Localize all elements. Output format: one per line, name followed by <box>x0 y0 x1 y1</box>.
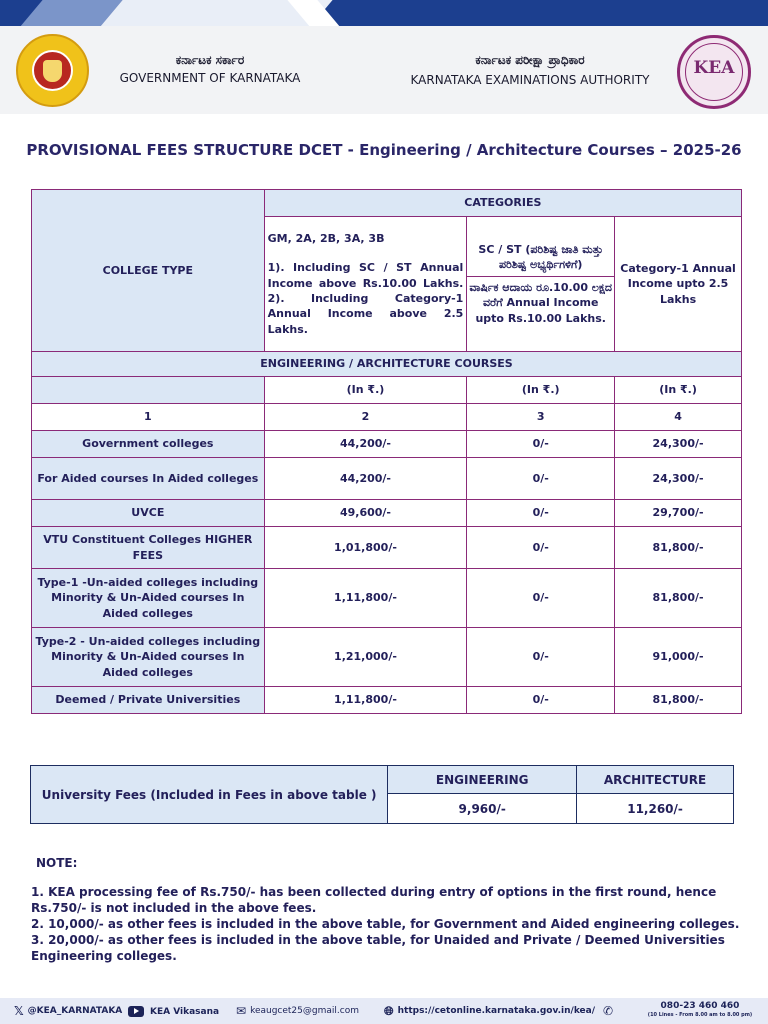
globe-icon: 🌐︎ <box>384 1004 394 1018</box>
table-row <box>32 569 742 628</box>
column-number: 2 <box>264 404 467 431</box>
website-link[interactable] <box>384 1006 595 1016</box>
x-twitter-icon: 𝕏 <box>14 1004 24 1018</box>
engineering-header: ENGINEERING <box>388 766 577 794</box>
college-type-cell: Government colleges <box>32 431 265 458</box>
category1-fee-cell: 81,800/- <box>615 527 742 569</box>
scst-fee-cell: 0/- <box>467 569 615 628</box>
karnataka-emblem-icon <box>16 34 89 107</box>
college-type-header: COLLEGE TYPE <box>32 190 265 352</box>
scst-category-title: SC / ST (ಪರಿಶಿಷ್ಟ ಜಾತಿ ಮತ್ತು ಪರಿಶಿಷ್ಟ ಅಭ್ಯರ್ಥಿಗಳಿಗೆ) <box>467 239 614 277</box>
government-name-kannada: ಕರ್ನಾಟಕ ಸರ್ಕಾರ <box>175 53 245 67</box>
gm-fee-cell: 44,200/- <box>264 431 467 458</box>
phone-number: 080-23 460 460 <box>660 1001 740 1011</box>
page-title: PROVISIONAL FEES STRUCTURE DCET - Engineering / Architecture Courses – 2025-26 <box>26 141 742 159</box>
scst-fee-cell: 0/- <box>467 687 615 714</box>
twitter-link[interactable] <box>14 1006 122 1016</box>
website-url: https://cetonline.karnataka.gov.in/kea/ <box>397 1006 596 1016</box>
note-item: 1. KEA processing fee of Rs.750/- has been collected during entry of options in the first round, hence Rs.750/- is not included in the above fees. <box>31 885 717 915</box>
college-type-cell: For Aided courses In Aided colleges <box>32 458 265 500</box>
table-row <box>32 628 742 687</box>
note-item: 2. 10,000/- as other fees is included in the above table, for Government and Aided engineering colleges. <box>31 917 740 931</box>
column-number: 3 <box>467 404 615 431</box>
mail-icon: ✉ <box>236 1004 247 1018</box>
category1-fee-cell: 81,800/- <box>615 569 742 628</box>
note-heading: NOTE: <box>36 856 78 870</box>
gm-category-column <box>264 217 467 352</box>
top-banner <box>0 0 768 26</box>
authority-name-english: KARNATAKA EXAMINATIONS AUTHORITY <box>410 73 650 87</box>
gm-category-description: 1). Including SC / ST Annual Income above Rs.10.00 Lakhs. 2). Including Category-1 Annual Income above 2.5 Lakhs. <box>267 261 464 336</box>
youtube-channel: KEA Vikasana <box>150 1006 220 1017</box>
authority-name-kannada: ಕರ್ನಾಟಕ ಪರೀಕ್ಷಾ ಪ್ರಾಧಿಕಾರ <box>475 53 585 67</box>
twitter-handle: @KEA_KARNATAKA <box>27 1006 123 1016</box>
fees-table <box>31 189 742 714</box>
architecture-header: ARCHITECTURE <box>577 766 734 794</box>
table-row <box>32 527 742 569</box>
government-name-english: GOVERNMENT OF KARNATAKA <box>119 71 301 85</box>
gm-fee-cell: 44,200/- <box>264 458 467 500</box>
email-address: keaugcet25@gmail.com <box>250 1006 359 1016</box>
gm-category-title: GM, 2A, 2B, 3A, 3B <box>267 231 385 245</box>
phone-icon: ✆ <box>603 1004 614 1018</box>
table-row <box>32 431 742 458</box>
page-footer <box>0 998 768 1024</box>
categories-header: CATEGORIES <box>264 190 741 217</box>
note-item: 3. 20,000/- as other fees is included in the above table, for Unaided and Private / Deemed Universities Engineering colleges. <box>31 933 725 963</box>
category1-fee-cell: 81,800/- <box>615 687 742 714</box>
youtube-icon <box>128 1006 144 1017</box>
kea-logo-text: KEA <box>693 58 735 78</box>
scst-fee-cell: 0/- <box>467 527 615 569</box>
college-type-cell: UVCE <box>32 500 265 527</box>
kea-logo-icon <box>677 35 751 109</box>
unit-label-empty <box>32 377 265 404</box>
table-row <box>32 687 742 714</box>
scst-fee-cell: 0/- <box>467 458 615 500</box>
scst-category-description: ವಾರ್ಷಿಕ ಆದಾಯ ರೂ.10.00 ಲಕ್ಷದ ವರೆಗೆ Annual Income upto Rs.10.00 Lakhs. <box>469 280 613 325</box>
column-number: 1 <box>32 404 265 431</box>
gm-fee-cell: 49,600/- <box>264 500 467 527</box>
category1-fee-cell: 24,300/- <box>615 431 742 458</box>
gm-fee-cell: 1,11,800/- <box>264 687 467 714</box>
college-type-cell: Type-1 -Un-aided colleges including Minority & Un-Aided courses In Aided colleges <box>32 569 265 628</box>
gm-fee-cell: 1,11,800/- <box>264 569 467 628</box>
college-type-cell: Deemed / Private Universities <box>32 687 265 714</box>
gm-fee-cell: 1,21,000/- <box>264 628 467 687</box>
email-link[interactable] <box>236 1006 359 1016</box>
category1-fee-cell: 29,700/- <box>615 500 742 527</box>
college-type-cell: Type-2 - Un-aided colleges including Minority & Un-Aided courses In Aided colleges <box>32 628 265 687</box>
section-header: ENGINEERING / ARCHITECTURE COURSES <box>32 352 742 377</box>
scst-fee-cell: 0/- <box>467 431 615 458</box>
university-fees-table <box>30 765 734 824</box>
notes-list <box>31 884 743 964</box>
table-row <box>32 458 742 500</box>
phone-icon-wrap <box>603 1006 617 1016</box>
scst-fee-cell: 0/- <box>467 628 615 687</box>
gm-fee-cell: 1,01,800/- <box>264 527 467 569</box>
engineering-fee-value: 9,960/- <box>388 794 577 824</box>
category1-fee-cell: 24,300/- <box>615 458 742 500</box>
page-header <box>0 26 768 114</box>
unit-label: (In ₹.) <box>467 377 615 404</box>
phone-hours: (10 Lines - From 8.00 am to 8.00 pm) <box>647 1012 753 1018</box>
college-type-cell: VTU Constituent Colleges HIGHER FEES <box>32 527 265 569</box>
column-number: 4 <box>615 404 742 431</box>
unit-label: (In ₹.) <box>264 377 467 404</box>
scst-category-column <box>467 217 615 352</box>
unit-label: (In ₹.) <box>615 377 742 404</box>
category1-column: Category-1 Annual Income upto 2.5 Lakhs <box>615 217 742 352</box>
scst-fee-cell: 0/- <box>467 500 615 527</box>
table-row <box>32 500 742 527</box>
category1-fee-cell: 91,000/- <box>615 628 742 687</box>
architecture-fee-value: 11,260/- <box>577 794 734 824</box>
phone-info[interactable] <box>640 1002 760 1020</box>
youtube-link[interactable] <box>128 1006 219 1017</box>
university-fees-label: University Fees (Included in Fees in above table ) <box>31 766 388 824</box>
